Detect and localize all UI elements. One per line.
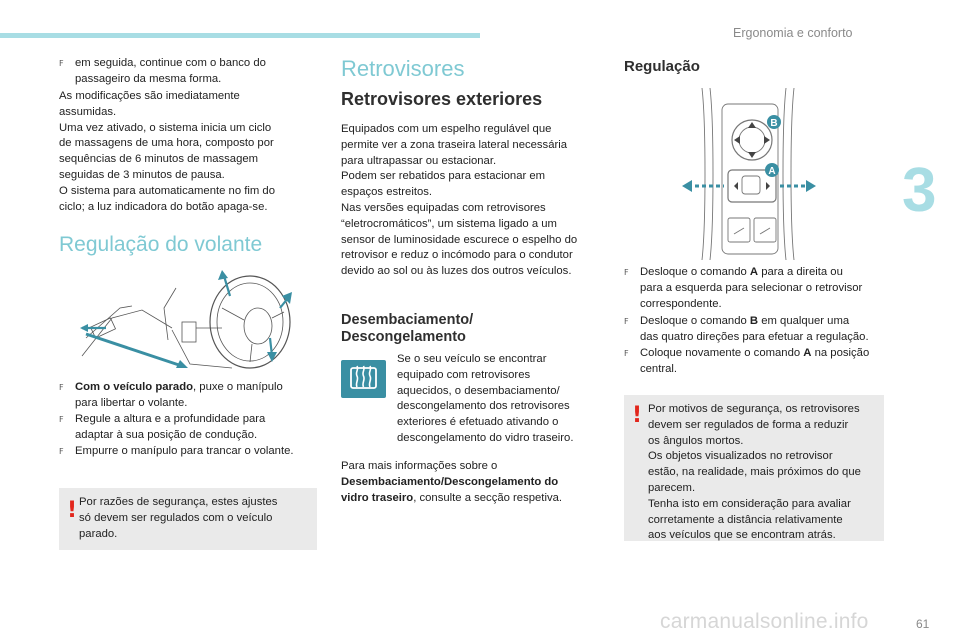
label-b: B bbox=[770, 118, 778, 129]
wheel-warning-box bbox=[59, 488, 317, 550]
adjustment-subtitle: Regulação bbox=[624, 58, 700, 75]
watermark: carmanualsonline.info bbox=[660, 610, 869, 633]
adjust-bullet-2: F Desloque o comando B em qualquer uma das quatro direções para efetuar a regulação. bbox=[624, 314, 869, 346]
exterior-mirrors-subtitle: Retrovisores exteriores bbox=[341, 89, 543, 109]
page-number: 61 bbox=[916, 617, 930, 631]
defrost-paragraph: Se o seu veículo se encontrar equipado com retrovisores aquecidos, o desembaciamento/ descongelamento dos retrovisores exteriores é efetuado ativando o descongelamento do vidro traseiro. bbox=[397, 353, 574, 444]
exterior-mirrors-paragraph: Equipados com um espelho regulável que permite ver a zona traseira lateral necessária para ultrapassar ou estacionar. Podem ser rebatidos para estacionar em espaços estreitos. Nas versões equipadas com retrovisores “eletrocromáticos”, um sistema ligado a um sensor de luminosidade escurece o espelho do retrovisor e reduz o incómodo para o condutor devido ao sol ou às luzes dos outros veículos. bbox=[341, 123, 578, 278]
defrost-subtitle: Desembaciamento/ Descongelamento bbox=[341, 312, 474, 345]
wheel-bullet-1: F Com o veículo parado, puxe o manípulo para libertar o volante. bbox=[59, 380, 283, 412]
top-accent-bar bbox=[0, 33, 480, 38]
mirrors-title: Retrovisores bbox=[341, 56, 465, 81]
wheel-warning-text: Por razões de segurança, estes ajustes só devem ser regulados com o veículo parado. bbox=[79, 496, 278, 540]
wheel-bullet-2: F Regule a altura e a profundidade para adaptar à sua posição de condução. bbox=[59, 412, 265, 444]
more-info-paragraph: Para mais informações sobre o Desembaciamento/Descongelamento do vidro traseiro, consulte a secção respetiva. bbox=[341, 460, 563, 504]
section-title: Ergonomia e conforto bbox=[733, 26, 853, 40]
seat-paragraph: As modificações são imediatamente assumidas. Uma vez ativado, o sistema inicia um ciclo de massagens de uma hora, composto por sequências de 6 minutos de massagem seguidas de 3 minutos de pausa. O sistema para automaticamente no fim do ciclo; a luz indicadora do botão apaga-se. bbox=[59, 90, 275, 213]
mirrors-warning-text: Por motivos de segurança, os retrovisores devem ser regulados de forma a reduzir os ângulos mortos. Os objetos visualizados no retrovisor estão, na realidade, mais próximos do que parecem. Tenha isto em consideração para avaliar corretamente a distância relativamente aos veículos que se encontram atrás. bbox=[648, 403, 861, 542]
steering-wheel-title: Regulação do volante bbox=[59, 233, 263, 256]
steering-wheel-illustration bbox=[72, 268, 302, 374]
seat-bullet: F em seguida, continue com o banco do passageiro da mesma forma. bbox=[59, 56, 266, 88]
mirrors-warning-box bbox=[624, 395, 884, 541]
warning-icon: ! bbox=[632, 403, 643, 428]
warning-icon: ! bbox=[67, 498, 78, 523]
wheel-bullet-3: F Empurre o manípulo para trancar o volante. bbox=[59, 444, 294, 460]
adjust-bullet-3: F Coloque novamente o comando A na posição central. bbox=[624, 346, 869, 378]
rear-defrost-icon bbox=[341, 360, 386, 398]
adjust-bullet-1: F Desloque o comando A para a direita ou para a esquerda para selecionar o retrovisor correspondente. bbox=[624, 265, 862, 312]
label-a: A bbox=[768, 166, 776, 177]
mirror-control-illustration bbox=[682, 84, 818, 262]
chapter-number: 3 bbox=[902, 156, 937, 225]
